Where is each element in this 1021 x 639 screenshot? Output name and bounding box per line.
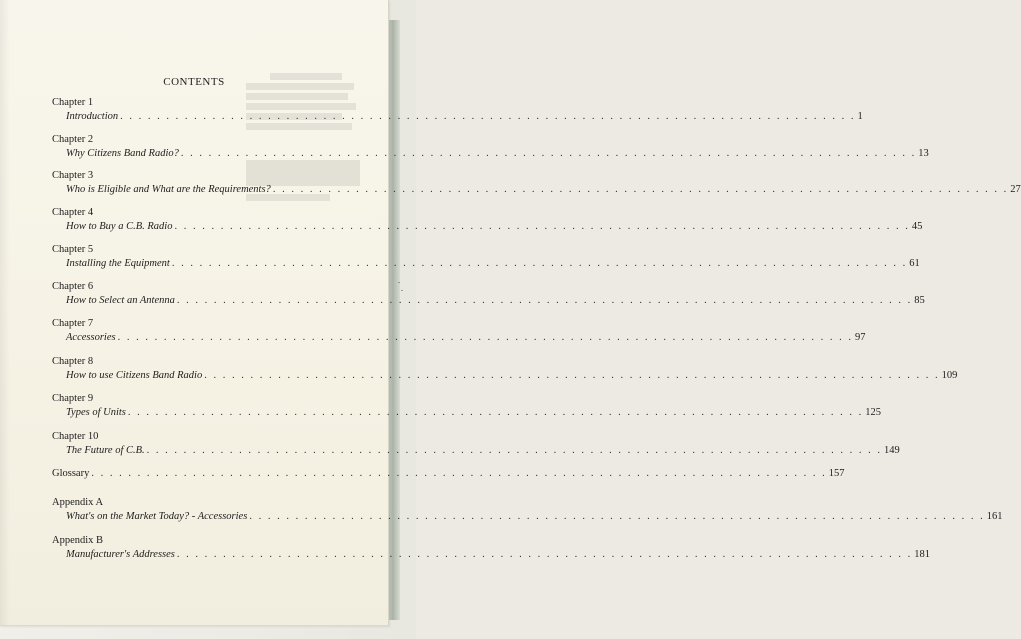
page-number: 161 [986, 511, 1003, 522]
page-number: 149 [884, 445, 900, 456]
chapter-title: How to Buy a C.B. Radio [66, 221, 173, 232]
page-number: 1 [857, 111, 863, 122]
chapter-label: Chapter 7 [52, 318, 94, 329]
toc-row [52, 406, 882, 420]
chapter-title: How to use Citizens Band Radio [66, 370, 203, 381]
dot-leader: . . . . . . . . . . . . . . . . . . . . . . . . . . . . . . . . . . . . . . . . . . . . . . . . . . . . . . . . . . . . . . . . . . . . . . . . . . . . . . . . [120, 111, 856, 122]
toc-row [52, 183, 1021, 197]
page-number: 27 [1010, 184, 1021, 195]
page-number: 97 [854, 332, 866, 343]
chapter-label: Appendix B [52, 535, 104, 546]
speck [398, 282, 400, 283]
chapter-label: Chapter 1 [52, 97, 94, 108]
toc-row [52, 548, 931, 562]
toc-entry [52, 133, 929, 161]
chapter-title: How to Select an Antenna [66, 295, 175, 306]
page-number: 61 [909, 258, 920, 269]
page-number: 45 [911, 221, 923, 232]
dot-leader: . . . . . . . . . . . . . . . . . . . . . . . . . . . . . . . . . . . . . . . . . . . . . . . . . . . . . . . . . . . . . . . . . . . . . . . . . . . . . . . . [171, 258, 908, 269]
page-number: 13 [918, 148, 929, 159]
toc-entry [52, 430, 900, 458]
toc-row [52, 467, 845, 481]
dot-leader: . . . . . . . . . . . . . . . . . . . . . . . . . . . . . . . . . . . . . . . . . . . . . . . . . . . . . . . . . . . . . . . . . . . . . . . . . . . . . . . . [249, 511, 985, 522]
toc-entry [52, 243, 920, 271]
dot-leader: . . . . . . . . . . . . . . . . . . . . . . . . . . . . . . . . . . . . . . . . . . . . . . . . . . . . . . . . . . . . . . . . . . . . . . . . . . . . . . . . [174, 221, 910, 232]
chapter-label: Chapter 10 [52, 431, 99, 442]
page-number: 109 [941, 370, 958, 381]
toc-row [52, 110, 863, 124]
chapter-title: Who is Eligible and What are the Requirements? [66, 184, 271, 195]
chapter-title: Introduction [66, 111, 119, 122]
toc-row [52, 444, 900, 458]
dot-leader: . . . . . . . . . . . . . . . . . . . . . . . . . . . . . . . . . . . . . . . . . . . . . . . . . . . . . . . . . . . . . . . . . . . . . . . . . . . . . . . . [146, 445, 883, 456]
toc-row [52, 257, 920, 271]
toc-entry [52, 206, 923, 234]
contents-heading: CONTENTS [163, 76, 225, 88]
chapter-title: Accessories [66, 332, 116, 343]
toc-row [52, 510, 1003, 524]
page-number: 157 [828, 468, 845, 479]
toc-entry [52, 169, 1021, 197]
chapter-label: Chapter 8 [52, 356, 94, 367]
chapter-title: Manufacturer's Addresses [66, 549, 175, 560]
toc-entry [52, 280, 925, 308]
page-number: 85 [914, 295, 925, 306]
chapter-label: Chapter 9 [52, 393, 94, 404]
dot-leader: . . . . . . . . . . . . . . . . . . . . . . . . . . . . . . . . . . . . . . . . . . . . . . . . . . . . . . . . . . . . . . . . . . . . . . . . . . . . . . . . [127, 407, 864, 418]
toc-entry [52, 496, 1003, 524]
chapter-title: Glossary [52, 468, 90, 479]
dot-leader: . . . . . . . . . . . . . . . . . . . . . . . . . . . . . . . . . . . . . . . . . . . . . . . . . . . . . . . . . . . . . . . . . . . . . . . . . . . . . . . . [91, 468, 827, 479]
chapter-title: What's on the Market Today? - Accessories [66, 511, 248, 522]
chapter-label: Chapter 6 [52, 281, 94, 292]
chapter-label: Chapter 2 [52, 134, 94, 145]
page-number: 125 [865, 407, 882, 418]
chapter-title: The Future of C.B. [66, 445, 145, 456]
dot-leader: . . . . . . . . . . . . . . . . . . . . . . . . . . . . . . . . . . . . . . . . . . . . . . . . . . . . . . . . . . . . . . . . . . . . . . . . . . . . . . . . [272, 184, 1009, 195]
toc-entry [52, 467, 845, 481]
page-number: 181 [914, 549, 931, 560]
toc-row [52, 369, 958, 383]
toc-entry [52, 96, 863, 124]
chapter-label: Chapter 3 [52, 170, 94, 181]
chapter-label: Chapter 5 [52, 244, 94, 255]
dot-leader: . . . . . . . . . . . . . . . . . . . . . . . . . . . . . . . . . . . . . . . . . . . . . . . . . . . . . . . . . . . . . . . . . . . . . . . . . . . . . . . . [180, 148, 917, 159]
toc-row [52, 294, 925, 308]
toc-row [52, 220, 923, 234]
toc-row [52, 147, 929, 161]
dot-leader: . . . . . . . . . . . . . . . . . . . . . . . . . . . . . . . . . . . . . . . . . . . . . . . . . . . . . . . . . . . . . . . . . . . . . . . . . . . . . . . . [204, 370, 940, 381]
toc-entry [52, 392, 882, 420]
toc-row [52, 331, 866, 345]
speck [401, 290, 403, 291]
spine-shadow [0, 0, 10, 625]
dot-leader: . . . . . . . . . . . . . . . . . . . . . . . . . . . . . . . . . . . . . . . . . . . . . . . . . . . . . . . . . . . . . . . . . . . . . . . . . . . . . . . . [176, 295, 913, 306]
toc-entry [52, 355, 958, 383]
toc-entry [52, 317, 866, 345]
toc-entry [52, 534, 931, 562]
chapter-title: Installing the Equipment [66, 258, 170, 269]
chapter-title: Types of Units [66, 407, 126, 418]
dot-leader: . . . . . . . . . . . . . . . . . . . . . . . . . . . . . . . . . . . . . . . . . . . . . . . . . . . . . . . . . . . . . . . . . . . . . . . . . . . . . . . . [176, 549, 913, 560]
chapter-title: Why Citizens Band Radio? [66, 148, 179, 159]
dot-leader: . . . . . . . . . . . . . . . . . . . . . . . . . . . . . . . . . . . . . . . . . . . . . . . . . . . . . . . . . . . . . . . . . . . . . . . . . . . . . . . . [117, 332, 853, 343]
chapter-label: Appendix A [52, 497, 104, 508]
chapter-label: Chapter 4 [52, 207, 94, 218]
